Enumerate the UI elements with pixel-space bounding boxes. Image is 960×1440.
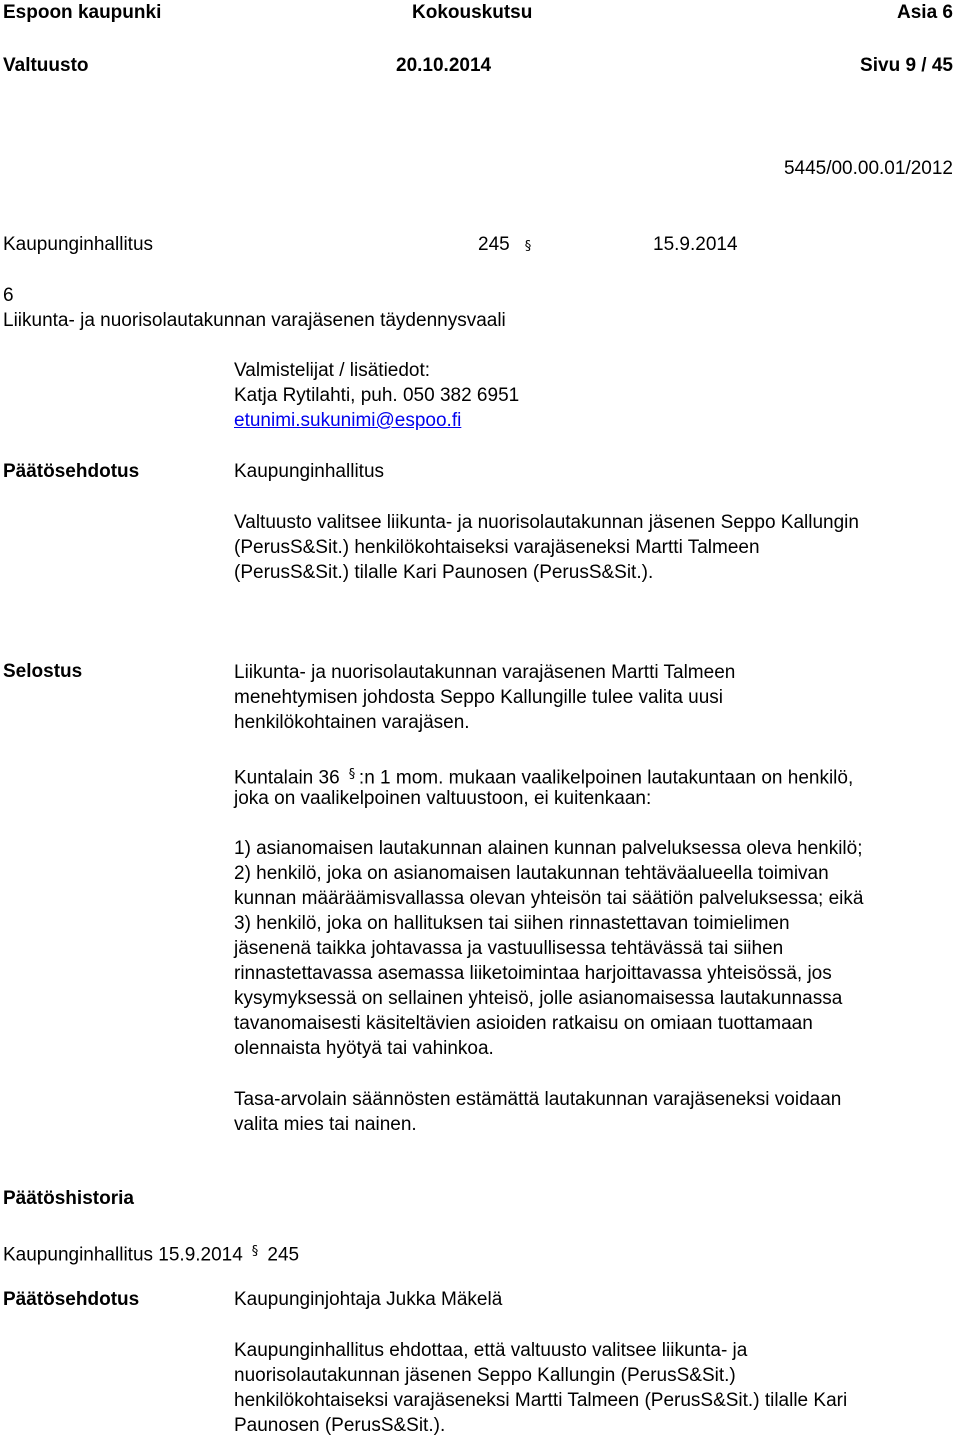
preparers-label: Valmistelijat / lisätiedot: xyxy=(234,360,431,381)
agenda-item-number: Asia 6 xyxy=(897,2,953,23)
statement-line: jäsenenä taikka johtavassa ja vastuullisessa tehtävässä tai siihen xyxy=(234,938,784,959)
statement-paragraph-1 xyxy=(234,660,735,735)
meeting-date: 20.10.2014 xyxy=(396,55,492,76)
case-number: 5445/00.00.01/2012 xyxy=(783,158,953,179)
history-proposer: Kaupunginjohtaja Jukka Mäkelä xyxy=(234,1289,503,1310)
statement-line: menehtymisen johdosta Seppo Kallungille tulee valita uusi xyxy=(234,687,724,708)
statement-label: Selostus xyxy=(3,661,83,682)
statement-line: kysymyksessä on sellainen yhteisö, jolle asianomaisessa lautakunnassa xyxy=(234,988,843,1009)
statement-line: joka on vaalikelpoinen valtuustoon, ei kuitenkaan: xyxy=(234,788,652,809)
statement-line: tavanomaisesti käsiteltävien asioiden ratkaisu on omiaan tuottamaan xyxy=(234,1013,813,1034)
proposal-proposer: Kaupunginhallitus xyxy=(234,461,385,482)
svg-text:§: § xyxy=(348,767,356,782)
svg-text:§: § xyxy=(524,239,532,254)
statement-line: henkilökohtainen varajäsen. xyxy=(234,712,470,733)
history-entry-number: 245 xyxy=(262,1244,300,1266)
proposal-line: (PerusS&Sit.) tilalle Kari Paunosen (PerusS&Sit.). xyxy=(234,562,654,583)
history-proposal-text xyxy=(234,1338,847,1438)
history-label: Päätöshistoria xyxy=(3,1188,134,1209)
statement-line: 1) asianomaisen lautakunnan alainen kunnan palveluksessa oleva henkilö; xyxy=(234,838,863,859)
history-proposal-label: Päätösehdotus xyxy=(3,1289,140,1310)
law-reference: Kuntalain 36 xyxy=(234,767,345,789)
history-entry-text: Kaupunginhallitus 15.9.2014 xyxy=(3,1244,249,1266)
statement-line: Tasa-arvolain säännösten estämättä lautakunnan varajäseneksi voidaan xyxy=(234,1089,842,1110)
history-line: Paunosen (PerusS&Sit.). xyxy=(234,1415,446,1436)
document-type: Kokouskutsu xyxy=(412,2,533,23)
statement-line: kunnan määräämisvallassa olevan yhteisön tai säätiön palveluksessa; eikä xyxy=(234,888,864,909)
section-sign-icon xyxy=(248,1238,262,1273)
history-entry xyxy=(3,1238,299,1273)
statement-line: Liikunta- ja nuorisolautakunnan varajäsenen Martti Talmeen xyxy=(234,662,736,683)
history-line: nuorisolautakunnan jäsenen Seppo Kallungin (PerusS&Sit.) xyxy=(234,1365,736,1386)
history-line: Kaupunginhallitus ehdottaa, että valtuusto valitsee liikunta- ja xyxy=(234,1340,748,1361)
statement-line: olennaista hyötyä tai vahinkoa. xyxy=(234,1038,494,1059)
proposal-text xyxy=(234,510,859,585)
statement-paragraph-4 xyxy=(234,1087,841,1137)
law-text: :n 1 mom. mukaan vaalikelpoinen lautakuntaan on henkilö, xyxy=(358,767,854,789)
prior-date: 15.9.2014 xyxy=(653,234,738,255)
prior-board: Kaupunginhallitus xyxy=(3,234,154,255)
preparers-email-link[interactable]: etunimi.sukunimi@espoo.fi xyxy=(234,410,462,431)
item-title: Liikunta- ja nuorisolautakunnan varajäsenen täydennysvaali xyxy=(3,310,506,331)
statement-paragraph-2 xyxy=(234,761,853,811)
item-number: 6 xyxy=(3,285,14,306)
statement-line: 3) henkilö, joka on hallituksen tai siihen rinnastettavan toimielimen xyxy=(234,913,790,934)
page-number: Sivu 9 / 45 xyxy=(860,55,953,76)
proposal-label: Päätösehdotus xyxy=(3,461,140,482)
svg-text:§: § xyxy=(251,1244,259,1259)
org-name: Espoon kaupunki xyxy=(3,2,162,23)
statement-line: 2) henkilö, joka on asianomaisen lautakunnan tehtäväalueella toimivan xyxy=(234,863,829,884)
proposal-line: (PerusS&Sit.) henkilökohtaiseksi varajäseneksi Martti Talmeen xyxy=(234,537,760,558)
statement-line: rinnastettavassa asemassa liiketoimintaa harjoittavassa yhteisössä, jos xyxy=(234,963,832,984)
prior-number: 245 xyxy=(478,234,510,255)
meeting-body: Valtuusto xyxy=(3,55,89,76)
statement-line: valita mies tai nainen. xyxy=(234,1114,417,1135)
section-sign-icon xyxy=(521,233,535,268)
history-line: henkilökohtaiseksi varajäseneksi Martti Talmeen (PerusS&Sit.) tilalle Kari xyxy=(234,1390,848,1411)
preparers-contact: Katja Rytilahti, puh. 050 382 6951 xyxy=(234,385,520,406)
proposal-line: Valtuusto valitsee liikunta- ja nuorisolautakunnan jäsenen Seppo Kallungin xyxy=(234,512,859,533)
statement-paragraph-3 xyxy=(234,836,863,1061)
